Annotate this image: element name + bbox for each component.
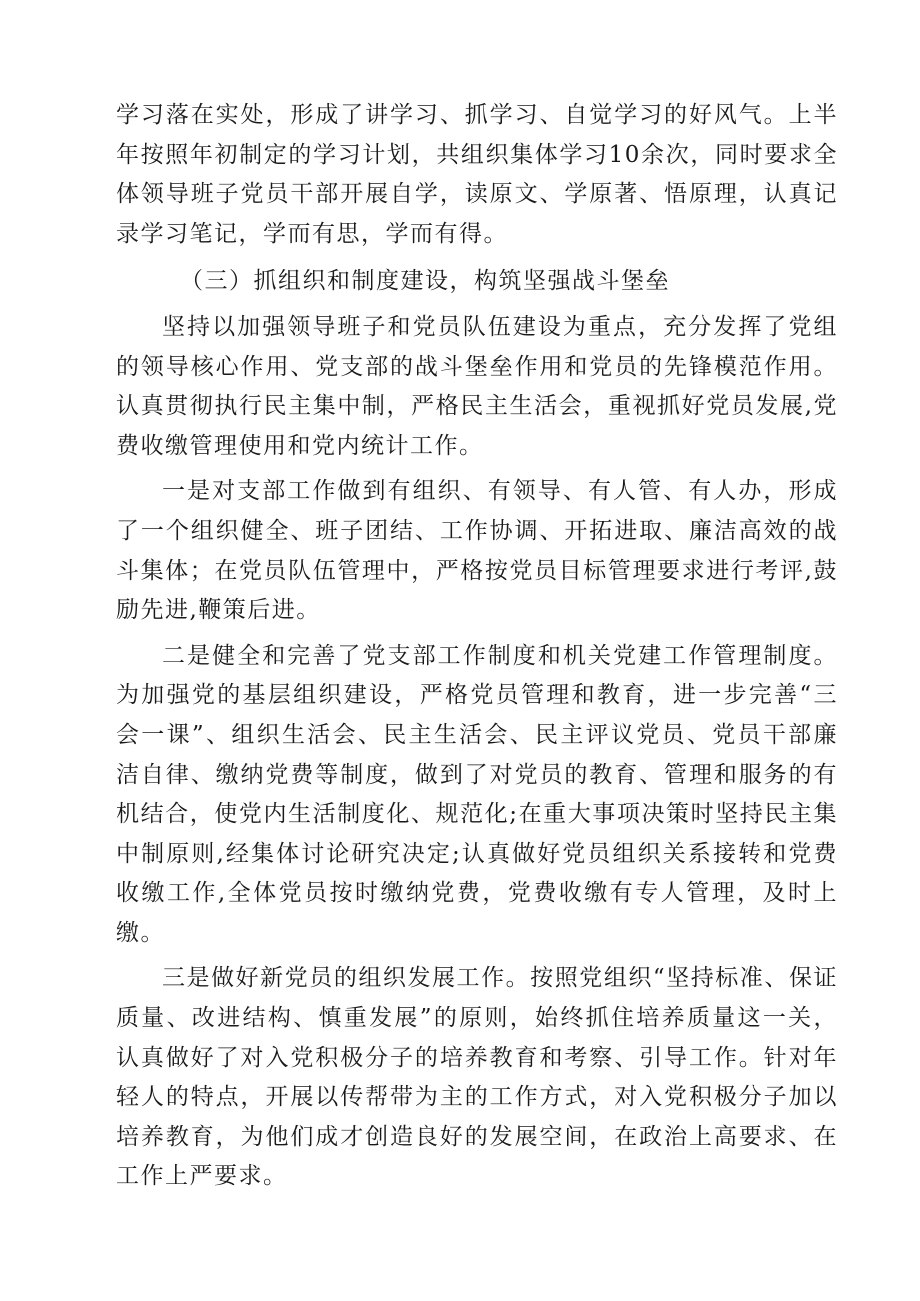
paragraph-organization: 坚持以加强领导班子和党员队伍建设为重点，充分发挥了党组的领导核心作用、党支部的战斗堡垒作用和党员的先锋模范作用。认真贯彻执行民主集中制，严格民主生活会，重视抓好党员发展,党费收缴管理使用和党内统计工作。 bbox=[116, 313, 838, 459]
paragraph-point-two: 二是健全和完善了党支部工作制度和机关党建工作管理制度。为加强党的基层组织建设，严格党员管理和教育，进一步完善“三会一课”、组织生活会、民主生活会、民主评议党员、党员干部廉洁自律、缴纳党费等制度，做到了对党员的教育、管理和服务的有机结合，使党内生活制度化、规范化;在重大事项决策时坚持民主集中制原则,经集体讨论研究决定;认真做好党员组织关系接转和党费收缴工作,全体党员按时缴纳党费，党费收缴有专人管理，及时上缴。 bbox=[116, 642, 838, 946]
paragraph-study: 学习落在实处，形成了讲学习、抓学习、自觉学习的好风气。上半年按照年初制定的学习计划，共组织集体学习10余次，同时要求全体领导班子党员干部开展自学，读原文、学原著、悟原理，认真记录学习笔记，学而有思，学而有得。 bbox=[116, 102, 838, 247]
paragraph-point-one: 一是对支部工作做到有组织、有领导、有人管、有人办，形成了一个组织健全、班子团结、工作协调、开拓进取、廉洁高效的战斗集体；在党员队伍管理中，严格按党员目标管理要求进行考评,鼓励先进,鞭策后进。 bbox=[116, 478, 838, 624]
document-body bbox=[116, 96, 838, 1197]
section-heading-3: （三）抓组织和制度建设，构筑坚强战斗堡垒 bbox=[180, 268, 670, 295]
paragraph-point-three: 三是做好新党员的组织发展工作。按照党组织“坚持标准、保证质量、改进结构、慎重发展”的原则，始终抓住培养质量这一关，认真做好了对入党积极分子的培养教育和考察、引导工作。针对年轻人的特点，开展以传帮带为主的工作方式，对入党积极分子加以培养教育，为他们成才创造良好的发展空间，在政治上高要求、在工作上严要求。 bbox=[116, 965, 838, 1190]
